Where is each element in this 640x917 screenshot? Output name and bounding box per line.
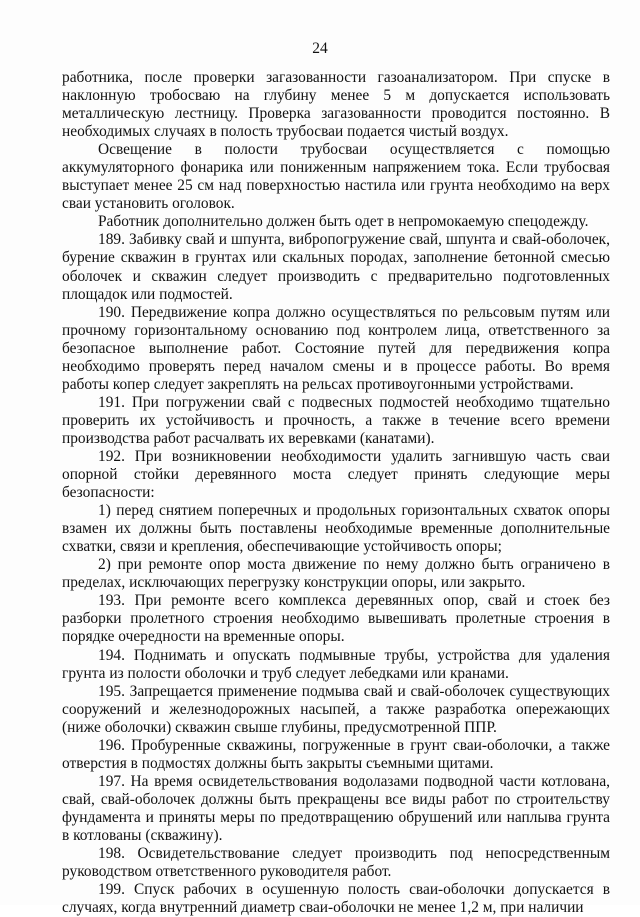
paragraph-lighting: Освещение в полости трубосваи осуществляется с помощью аккумуляторного фонарика или пониженным напряжением тока. Если трубосвая выступает менее 25 см над поверхностью настила или грунта необходимо на верх сваи установить оголовок. [62,141,610,213]
paragraph-197: 197. На время освидетельствования водолазами подводной части котлована, свай, свай-оболочек должны быть прекращены все виды работ по строительству фундамента и приняты меры по предотвращению обрушений или наплыва грунта в котлованы (скважину). [62,772,610,844]
document-body [62,69,610,917]
paragraph-196: 196. Пробуренные скважины, погруженные в грунт сваи-оболочки, а также отверстия в подмостях должны быть закрыты съемными щитами. [62,736,610,772]
paragraph-continuation: работника, после проверки загазованности газоанализатором. При спуске в наклонную тробосваю на глубину менее 5 м допускается использовать металлическую лестницу. Проверка загазованности проводится постоянно. В необходимых случаях в полость трубосваи подается чистый воздух. [62,69,610,141]
paragraph-195: 195. Запрещается применение подмыва свай и свай-оболочек существующих сооружений и железнодорожных насыпей, а также разработка опережающих (ниже оболочки) скважин свыше глубины, предусмотренной ППР. [62,682,610,736]
page-number: 24 [312,40,328,57]
paragraph-198: 198. Освидетельствование следует производить под непосредственным руководством ответственного руководителя работ. [62,845,610,881]
paragraph-193: 193. При ремонте всего комплекса деревянных опор, свай и стоек без разборки пролетного строения необходимо вывешивать пролетные строения в порядке очередности на временные опоры. [62,592,610,646]
paragraph-clothing: Работник дополнительно должен быть одет в непромокаемую спецодежду. [98,213,589,231]
paragraph-192-item-1: 1) перед снятием поперечных и продольных горизонтальных схваток опоры взамен их должны быть поставлены необходимые временные дополнительные схватки, связи и крепления, обеспечивающие устойчивость опоры; [62,502,610,556]
paragraph-199: 199. Спуск рабочих в осушенную полость сваи-оболочки допускается в случаях, когда внутренний диаметр сваи-оболочки не менее 1,2 м, при наличии [62,881,610,917]
paragraph-192: 192. При возникновении необходимости удалить загнившую часть сваи опорной стойки деревянного моста следует принять следующие меры безопасности: [62,447,610,502]
paragraph-191: 191. При погружении свай с подвесных подмостей необходимо тщательно проверить их устойчивость и прочность, а также в течение всего времени производства работ расчалвать их веревками (канатами). [62,393,610,447]
paragraph-190: 190. Передвижение копра должно осуществляться по рельсовым путям или прочному горизонтальному основанию под контролем лица, ответственного за безопасное выполнение работ. Состояние путей для передвижения копра необходимо проверять перед началом смены и в процессе работы. Во время работы копер следует закреплять на рельсах противоугонными устройствами. [62,303,610,393]
paragraph-189: 189. Забивку свай и шпунта, вибропогружение свай, шпунта и свай-оболочек, бурение скважин в грунтах или скальных породах, заполнение бетонной смесью оболочек и скважин следует производить с предварительно подготовленных площадок или подмостей. [62,231,610,303]
paragraph-192-item-2: 2) при ремонте опор моста движение по нему должно быть ограничено в пределах, исключающих перегрузку конструкции опоры, или закрыто. [62,556,610,592]
paragraph-194: 194. Поднимать и опускать подмывные трубы, устройства для удаления грунта из полости оболочки и труб следует лебедками или кранами. [62,646,610,682]
